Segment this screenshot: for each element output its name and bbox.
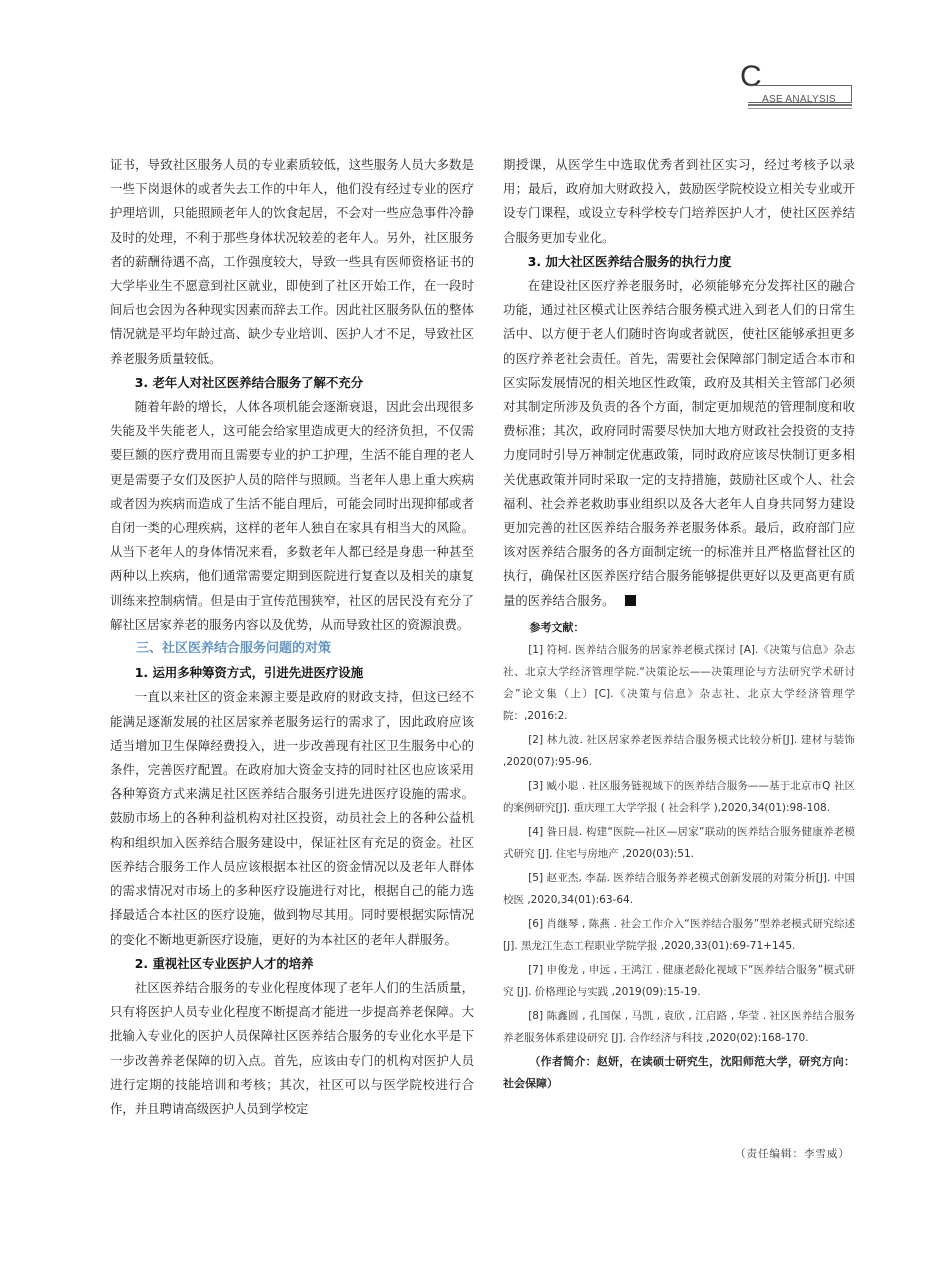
paragraph: 期授课，从医学生中选取优秀者到社区实习，经过考核予以录用；最后，政府加大财政投入，鼓励医学院校设立相关专业或开设专门课程，或设立专科学校专门培养医护人才，使社区医养结合服务更加专业化。: [503, 157, 855, 245]
reference-item: [4] 昝日晨. 构建“医院—社区—居家”联动的医养结合服务健康养老模式研究 [J]. 住宅与房地产 ,2020(03):51.: [503, 825, 855, 860]
logo-text: ASE ANALYSIS: [762, 94, 837, 105]
left-column: [110, 153, 474, 1121]
paragraph: 一直以来社区的资金来源主要是政府的财政支持，但这已经不能满足逐渐发展的社区居家养老服务运行的需求了，因此政府应该适当增加卫生保障经费投入，进一步改善现有社区卫生服务中心的条件，完善医疗配置。在政府加大资金支持的同时社区也应该采用各种筹资方式来满足社区医养结合服务引进先进医疗设施的需求。鼓励市场上的各种利益机构对社区投资，动员社会上的各种公益机构和组织加入医养结合服务建设中，保证社区有充足的资金。社区医养结合服务工作人员应该根据本社区的资金情况以及老年人群体的需求情况对市场上的多种医疗设施进行对比，根据自己的能力选择最适合本社区的医疗设施，做到物尽其用。同时要根据实际情况的变化不断地更新医疗设施，更好的为本社区的老年人群服务。: [110, 689, 474, 947]
reference-item: [5] 赵亚杰, 李磊. 医养结合服务养老模式创新发展的对策分析[J]. 中国校医 ,2020,34(01):63-64.: [503, 871, 855, 906]
paragraph-text: 在建设社区医疗养老服务时，必须能够充分发挥社区的融合功能，通过社区模式让医养结合服务模式进入到老人们的日常生活中、以方便于老人们随时咨询或者就医，使社区能够承担更多的医疗养老社会责任。首先，需要社会保障部门制定适合本市和区实际发展情况的相关地区性政策，政府及其相关主管部门必须对其制定所涉及负责的各个方面，制定更加规范的管理制度和收费标准；其次，政府同时需要尽快加大地方财政社会投资的支持力度同时引导万神制定优惠政策，同时政府应该尽快制订更多相关优惠政策并同时采取一定的支持措施，鼓励社区或个人、社会福利、社会养老救助事业组织以及各大老年人自身共同努力建设更加完善的社区医养结合服务养老服务体系。最后，政府部门应该对医养结合服务的各方面制定统一的标准并且严格监督社区的执行，确保社区医养医疗结合服务能够提供更好以及更高更有质量的医养结合服务。: [503, 278, 855, 608]
paragraph: 证书，导致社区服务人员的专业素质较低，这些服务人员大多数是一些下岗退休的或者失去工作的中年人，他们没有经过专业的医疗护理培训，只能照顾老年人的饮食起居，不会对一些应急事件冷静及时的处理，不利于那些身体状况较差的老年人。另外，社区服务者的薪酬待遇不高，工作强度较大，导致一些具有医师资格证书的大学毕业生不愿意到社区就业，即使到了社区开始工作，在一段时间后也会因为各种现实因素而辞去工作。因此社区服务队伍的整体情况就是平均年龄过高、缺少专业培训、医护人才不足，导致社区养老服务质量较低。: [110, 157, 474, 366]
paragraph: [503, 274, 855, 613]
subheading: 3. 加大社区医养结合服务的执行力度: [527, 253, 732, 269]
author-note: （作者简介：赵妍，在读硕士研究生，沈阳师范大学，研究方向：社会保障）: [503, 1054, 855, 1090]
subheading: 1. 运用多种筹资方式，引进先进医疗设施: [134, 665, 364, 681]
end-of-article-mark: [625, 595, 636, 606]
logo-letter: C: [740, 60, 762, 93]
reference-item: [1] 符柯. 医养结合服务的居家养老模式探讨 [A].《决策与信息》杂志社、北京大学经济管理学院.“决策论坛——决策理论与方法研究学术研讨会”论文集（上）[C].《决策与信息》杂志社、北京大学经济管理学院：,2016:2.: [503, 643, 855, 722]
reference-item: [6] 肖继琴 , 陈燕 . 社会工作介入“医养结合服务”型养老模式研究综述 [J]. 黑龙江生态工程职业学院学报 ,2020,33(01):69-71+145.: [503, 917, 855, 952]
right-column: [503, 153, 855, 1095]
subheading: 2. 重视社区专业医护人才的培养: [134, 955, 314, 971]
reference-item: [2] 林九波. 社区居家养老医养结合服务模式比较分析[J]. 建材与装饰 ,2020(07):95-96.: [503, 733, 855, 768]
section-heading: 三、社区医养结合服务问题的对策: [136, 641, 332, 657]
logo-rule-thin: [748, 108, 852, 109]
subheading: 3. 老年人对社区医养结合服务了解不充分: [134, 374, 364, 390]
paragraph: 社区医养结合服务的专业化程度体现了老年人们的生活质量，只有将医护人员专业化程度不断提高才能进一步提高养老保障。大批输入专业化的医护人员保障社区医养结合服务的专业化水平是下一步改善养老保障的切入点。首先，应该由专门的机构对医护人员进行定期的技能培训和考核；其次，社区可以与医学院校进行合作，并且聘请高级医护人员到学校定: [110, 979, 474, 1116]
journal-section-logo: [740, 60, 860, 108]
paragraph: 随着年龄的增长，人体各项机能会逐渐衰退，因此会出现很多失能及半失能老人，这可能会给家里造成更大的经济负担，不仅需要巨额的医疗费用而且需要专业的护工护理，生活不能自理的老人更是需要子女们及医护人员的陪伴与照顾。当老年人患上重大疾病或者因为疾病而造成了生活不能自理后，可能会同时出现抑郁或者自闭一类的心理疾病，这样的老年人独自在家具有相当大的风险。从当下老年人的身体情况来看，多数老年人都已经是身患一种甚至两种以上疾病，他们通常需要定期到医院进行复查以及相关的康复训练来控制病情。但是由于宣传范围狭窄，社区的居民没有充分了解社区居家养老的服务内容以及优势，从而导致社区的资源浪费。: [110, 399, 474, 632]
logo-rule: [748, 104, 852, 106]
responsible-editor: （责任编辑：李雪威）: [735, 1148, 850, 1160]
references-title: 参考文献：: [529, 620, 585, 634]
reference-item: [7] 申俊龙 , 申远 , 王鸿江 . 健康老龄化视域下“医养结合服务”模式研究 [J]. 价格理论与实践 ,2019(09):15-19.: [503, 963, 855, 998]
reference-item: [8] 陈鑫圆 , 孔国保 , 马凯 , 袁欣 , 江启路 , 华莹 . 社区医养结合服务养老服务体系建设研究 [J]. 合作经济与科技 ,2020(02):168-170.: [503, 1009, 855, 1044]
reference-item: [3] 臧小聪 . 社区服务链视域下的医养结合服务——基于北京市Q 社区的案例研究[J]. 重庆理工大学学报 ( 社会科学 ),2020,34(01):98-108.: [503, 779, 855, 814]
